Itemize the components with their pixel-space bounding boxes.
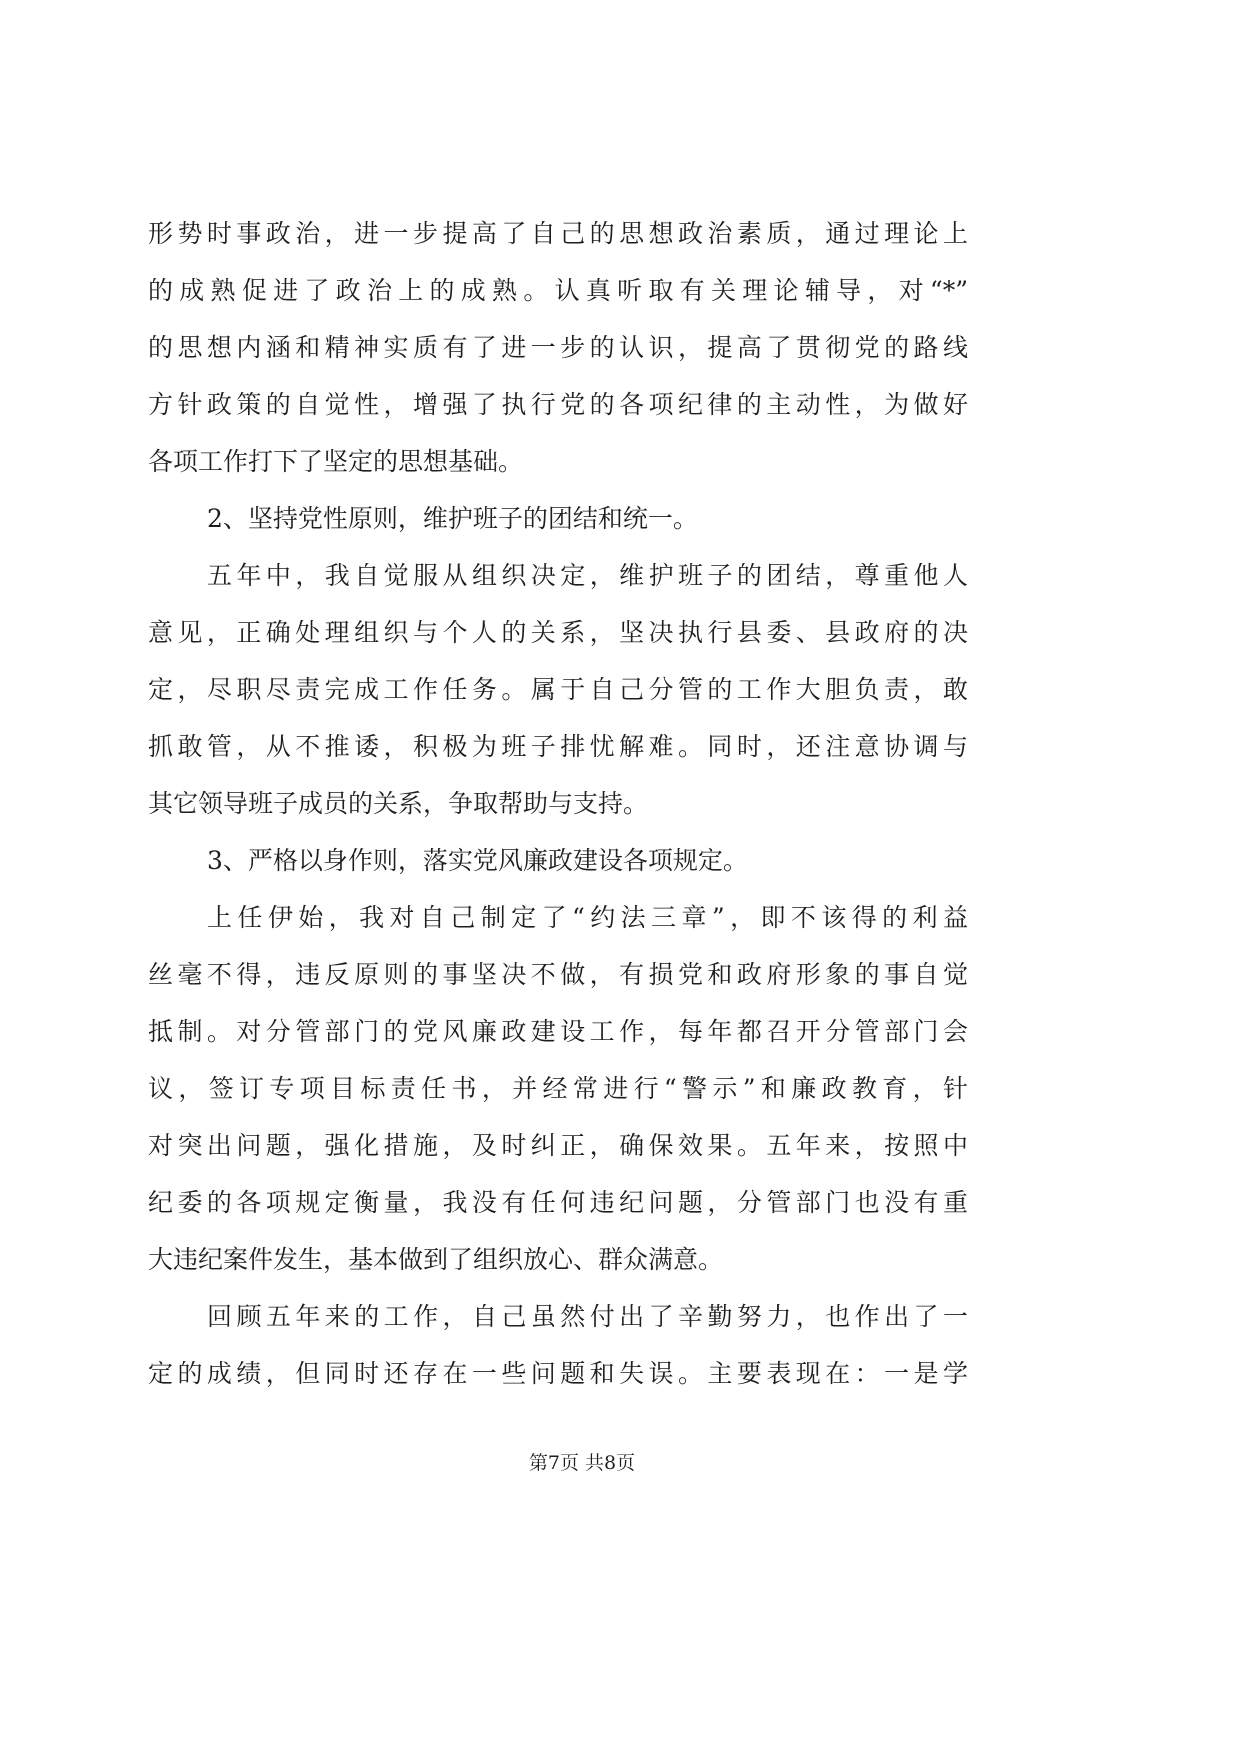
section-heading: 3、严格以身作则，落实党风廉政建设各项规定。 xyxy=(207,846,748,875)
text-line: 定，尽职尽责完成工作任务。属于自己分管的工作大胆负责，敢 xyxy=(148,675,968,704)
text-line: 意见，正确处理组织与个人的关系，坚决执行县委、县政府的决 xyxy=(148,618,968,647)
text-line: 纪委的各项规定衡量，我没有任何违纪问题，分管部门也没有重 xyxy=(148,1188,968,1217)
page-number-footer: 第7页 共8页 xyxy=(528,1452,636,1474)
text-line: 其它领导班子成员的关系，争取帮助与支持。 xyxy=(148,789,649,818)
text-line: 的思想内涵和精神实质有了进一步的认识，提高了贯彻党的路线 xyxy=(148,333,968,362)
text-line: 方针政策的自觉性，增强了执行党的各项纪律的主动性，为做好 xyxy=(148,390,968,419)
section-heading: 2、坚持党性原则，维护班子的团结和统一。 xyxy=(207,504,698,533)
text-line: 议，签订专项目标责任书，并经常进行“警示”和廉政教育，针 xyxy=(148,1074,968,1103)
text-line: 抓敢管，从不推诿，积极为班子排忧解难。同时，还注意协调与 xyxy=(148,732,968,761)
text-line: 丝毫不得，违反原则的事坚决不做，有损党和政府形象的事自觉 xyxy=(148,960,968,989)
text-line: 定的成绩，但同时还存在一些问题和失误。主要表现在：一是学 xyxy=(148,1359,968,1388)
text-line: 对突出问题，强化措施，及时纠正，确保效果。五年来，按照中 xyxy=(148,1131,968,1160)
text-line: 形势时事政治，进一步提高了自己的思想政治素质，通过理论上 xyxy=(148,219,968,248)
text-line: 五年中，我自觉服从组织决定，维护班子的团结，尊重他人 xyxy=(207,561,968,590)
text-line: 的成熟促进了政治上的成熟。认真听取有关理论辅导，对“*” xyxy=(148,276,968,305)
body-text xyxy=(148,205,968,1402)
text-line: 回顾五年来的工作，自己虽然付出了辛勤努力，也作出了一 xyxy=(207,1302,968,1331)
text-line: 大违纪案件发生，基本做到了组织放心、群众满意。 xyxy=(148,1245,724,1274)
text-line: 各项工作打下了坚定的思想基础。 xyxy=(148,447,524,476)
text-line: 抵制。对分管部门的党风廉政建设工作，每年都召开分管部门会 xyxy=(148,1017,968,1046)
text-line: 上任伊始，我对自己制定了“约法三章”，即不该得的利益 xyxy=(207,903,968,932)
